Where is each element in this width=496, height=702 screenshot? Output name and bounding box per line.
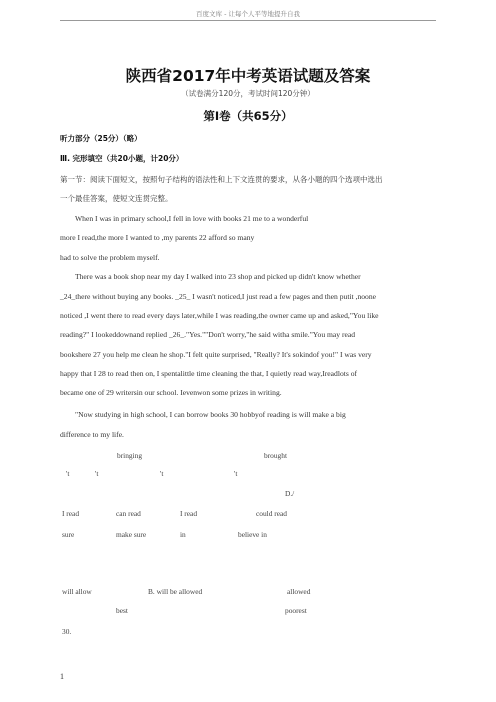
option-text: poorest — [285, 606, 307, 615]
option-text: sure — [62, 530, 75, 539]
passage-line: had to solve the problem myself. — [60, 253, 160, 262]
passage-line: When I was in primary school,I fell in love with books 21 me to a wonderful — [75, 214, 309, 223]
cloze-heading: Ⅲ. 完形填空（共20小题，计20分） — [60, 154, 184, 163]
option-text: will allow — [62, 587, 92, 596]
option-text: can read — [116, 509, 141, 518]
option-text: bringing — [117, 451, 143, 460]
exam-info: （试卷满分120分，考试时间120分钟） — [181, 89, 315, 98]
passage-line: noticed ,I went there to read every days later,while I was reading,the owner came up and asked,"You like — [60, 311, 379, 320]
question-number: 30. — [62, 627, 72, 636]
option-text: brought — [264, 451, 287, 460]
option-text: in — [180, 530, 186, 539]
volume-heading: 第Ⅰ卷（共65分） — [203, 109, 293, 123]
option-text: best — [116, 606, 128, 615]
option-text: 't — [66, 469, 70, 478]
instructions-line-2: 一个最佳答案，使短文连贯完整。 — [60, 194, 173, 203]
page-number: 1 — [60, 672, 64, 681]
passage-line: became one of 29 writersin our school. Ievenwon some prizes in writing. — [60, 388, 282, 397]
option-text: B. will be allowed — [148, 587, 203, 596]
passage-line: happy that I 28 to read then on, I spentalittle time cleaning the that, I quietly read way,Ireadlots of — [60, 369, 358, 378]
option-text: D./ — [285, 489, 295, 498]
option-text: 't — [160, 469, 164, 478]
option-text: allowed — [287, 587, 311, 596]
passage-line: bookshere 27 you help me clean he shop."I felt quite surprised, "Really? It's sokindof you!" I was very — [60, 350, 372, 359]
passage-line: more I read,the more I wanted to ,my parents 22 afford so many — [60, 233, 255, 242]
option-text: could read — [256, 509, 287, 518]
header-divider — [60, 20, 436, 21]
passage-line: _24_there without buying any books. _25_ I wasn't noticed,I just read a few pages and then putit ,noone — [60, 292, 377, 301]
option-text: 't — [234, 469, 238, 478]
passage-line: There was a book shop near my day I walked into 23 shop and picked up didn't know whether — [75, 272, 361, 281]
listening-heading: 听力部分（25分）（略） — [60, 134, 142, 143]
passage-line: difference to my life. — [60, 430, 124, 439]
document-title: 陕西省2017年中考英语试题及答案 — [125, 67, 371, 85]
option-text: 't — [95, 469, 99, 478]
passage-line: reading?" I lookeddownand replied _26_."Yes.""Don't worry,"he said witha smile."You may read — [60, 330, 356, 339]
page-header: 百度文库 - 让每个人平等地提升自我 — [196, 10, 300, 18]
option-text: I read — [180, 509, 198, 518]
option-text: make sure — [116, 530, 147, 539]
instructions-line-1: 第一节：阅读下面短文，按照句子结构的语法性和上下文连贯的要求，从各小题的四个选项中选出 — [60, 175, 383, 184]
option-text: believe in — [238, 530, 267, 539]
passage-line: "Now studying in high school, I can borrow books 30 hobbyof reading is will make a big — [75, 410, 346, 419]
option-text: I read — [62, 509, 80, 518]
